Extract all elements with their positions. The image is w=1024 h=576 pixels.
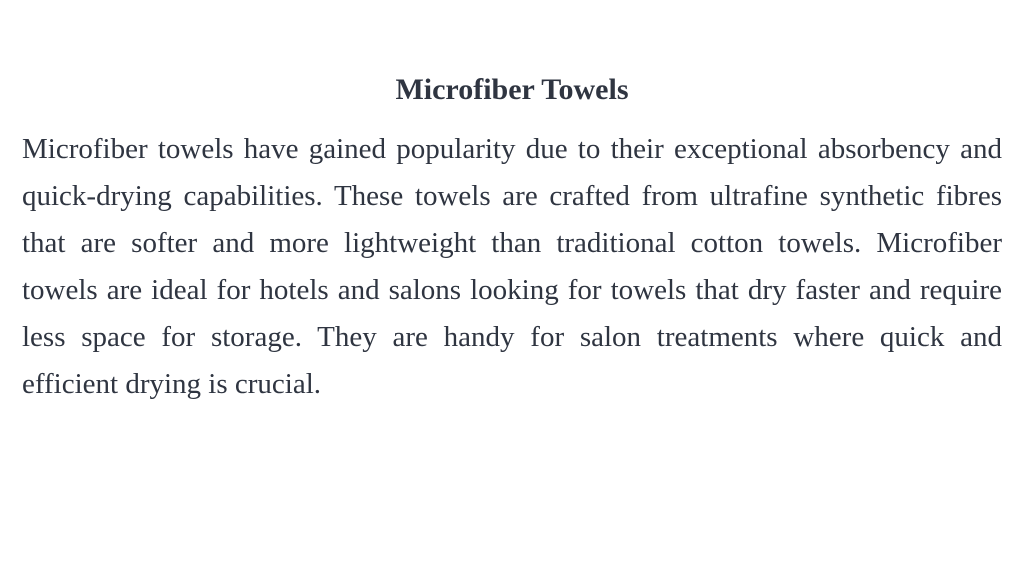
slide-title: Microfiber Towels: [395, 73, 629, 106]
body-paragraph: Microfiber towels have gained popularity due to their exceptional absorbency and quick-drying capabilities. These towels are crafted from ultrafine synthetic fibres that are softer and more lightweight than traditional cotton towels. Microfiber towels are ideal for hotels and salons looking for towels that dry faster and require less space for storage. They are handy for salon treatments where quick and efficient drying is crucial.: [22, 133, 1002, 400]
